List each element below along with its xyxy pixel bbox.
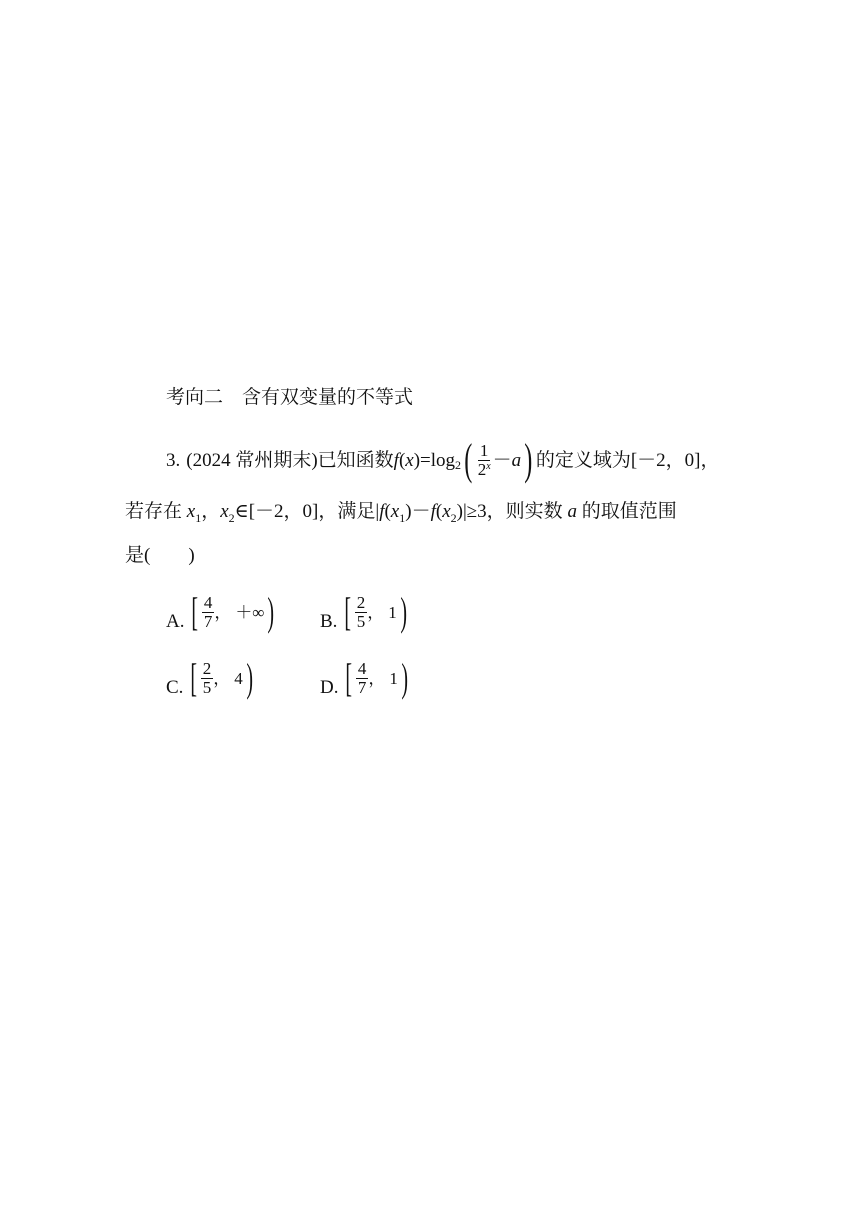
question-source: (2024 常州期末) [186,449,318,471]
question-line-2: 若存在 $x_1$，$x_2\in[-2$，0]，满足$|f(x_1)-f(x_2)|\ge 3$，则实数 a 的取值范围 [125,501,677,525]
option-letter: C. [166,676,184,698]
option-value: [ $\frac{2}{5}$ ， 1 ) [344,589,407,634]
var-a: a [511,449,522,471]
var-a-2: a [567,501,577,522]
option-value: [ $\frac{4}{7}$ ， ＋∞ ) [191,589,275,634]
option-letter: D. [320,676,339,698]
fraction-1-over-2x [476,442,493,479]
eq-log: =log [420,449,456,471]
frac-denominator: 2$^x$ [477,459,491,479]
option-value: [ $\frac{2}{5}$ ， 4 ) [190,655,253,700]
option-letter: A. [166,610,185,632]
line2-end: 的取值范围 [576,501,677,522]
option-value: [ $\frac{4}{7}$ ， 1 ) [345,655,408,700]
line2-cond: |≥3，则实数 [462,501,568,522]
log-base: 2 [455,458,462,472]
option-a[interactable] [166,588,278,636]
frac-numerator: 1 [479,440,489,460]
line2-start: 若存在 [125,501,187,522]
question-stem-1: 已知函数 [317,449,394,471]
line2-interval: ∈[－2，0]，满足| [234,501,380,522]
option-letter: B. [320,610,338,632]
var-x2: x [220,501,229,522]
section-title: 考向二 含有双变量的不等式 [166,387,414,408]
option-c[interactable] [166,654,256,702]
question-number: 3. [166,449,181,471]
question-line-3: 是( ) [125,545,195,566]
minus-sign: － [492,449,512,471]
func-x: x [405,449,414,471]
option-b[interactable] [320,588,410,636]
right-paren: ) [524,435,533,484]
question-stem-2: 的定义域为[－2，0]， [535,449,720,471]
var-x1: x [186,501,196,522]
option-d[interactable] [320,654,411,702]
left-paren: ( [464,435,473,484]
func-f: f [393,449,399,471]
question-line-1: 3. (2024 常州期末) 已知函数 f ( x ) =log 2 ( $\frac{1}{2^x}$ － a ) 的定义域为[－2，0]， [166,435,720,484]
